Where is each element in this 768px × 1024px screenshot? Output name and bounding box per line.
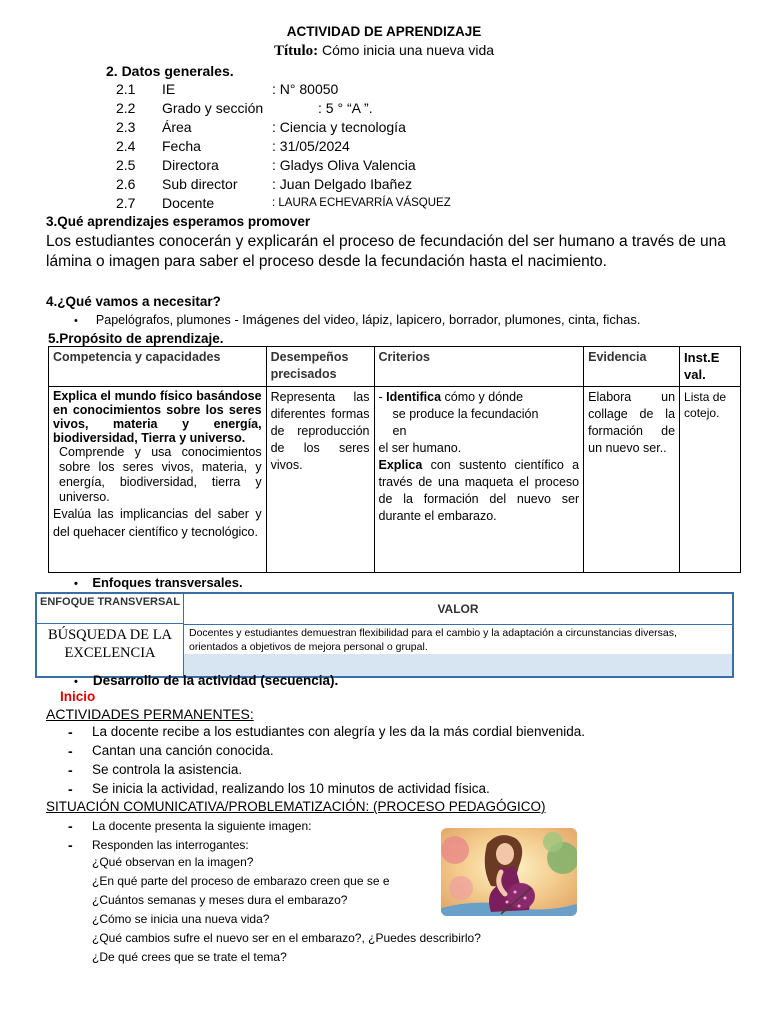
- datos-row-value: : LAURA ECHEVARRÍA VÁSQUEZ: [272, 197, 451, 209]
- pregunta-item: ¿Cuántos semanas y meses dura el embarazo?: [92, 893, 348, 907]
- datos-row-label: Directora: [162, 157, 219, 173]
- materials-bold: Papelógrafos, plumones: [95, 313, 231, 327]
- section3-heading: 3.Qué aprendizajes esperamos promover: [46, 214, 311, 229]
- pregunta-item: ¿En qué parte del proceso de embarazo creen que se e: [92, 874, 390, 888]
- permanentes-heading: ACTIVIDADES PERMANENTES:: [46, 706, 254, 722]
- criterio2-bold: Explica: [378, 458, 423, 472]
- valor-cell: Docentes y estudiantes demuestran flexibilidad para el cambio y la adaptación a circunstancias diversas, orientados a objetivos de mejora personal o grupal.: [189, 627, 677, 653]
- pregnant-woman-illustration: [441, 828, 577, 916]
- header-instrumento: Inst.E val.: [680, 347, 741, 387]
- datos-row-value: : Ciencia y tecnología: [272, 119, 406, 135]
- dash-marker: -: [68, 743, 73, 759]
- datos-row-label: Sub director: [162, 176, 238, 192]
- permanente-item: Se controla la asistencia.: [92, 762, 243, 777]
- header-evidencia: Evidencia: [584, 347, 680, 387]
- datos-row-number: 2.4: [116, 138, 136, 154]
- datos-row-number: 2.7: [116, 195, 136, 211]
- datos-row-value: : 5 ° “A ”.: [318, 100, 373, 116]
- permanente-item: La docente recibe a los estudiantes con alegría y les da la más cordial bienvenida.: [92, 724, 586, 739]
- bullet-icon: •: [74, 315, 78, 327]
- cell-criterios: - Identifica cómo y dónde se produce la fecundación en el ser humano. Explica con sustento científico a través de una maqueta el proceso de la formación del nuevo ser durante el embarazo.: [374, 387, 584, 573]
- permanente-item: Se inicia la actividad, realizando los 10 minutos de actividad física.: [92, 781, 490, 796]
- datos-row-value: : 31/05/2024: [272, 138, 350, 154]
- datos-row-number: 2.1: [116, 81, 136, 97]
- criterio1-line4: el ser humano.: [378, 441, 462, 455]
- competencia-bold: Explica el mundo físico basándose en conocimientos sobre los seres vivos, materia y energía, biodiversidad, Tierra y universo.: [53, 389, 262, 445]
- header-criterios: Criterios: [374, 347, 584, 387]
- desarrollo-bullet: [74, 673, 338, 688]
- document-subtitle: [0, 42, 768, 60]
- datos-heading: 2. Datos generales.: [106, 63, 234, 79]
- dash-marker: -: [68, 781, 73, 797]
- datos-row-number: 2.2: [116, 100, 136, 116]
- materials-item: [74, 312, 640, 327]
- inicio-label: Inicio: [60, 689, 96, 704]
- situacion-heading: SITUACIÓN COMUNICATIVA/PROBLEMATIZACIÓN: (PROCESO PEDAGÓGICO): [46, 799, 546, 814]
- datos-row-value: : Gladys Oliva Valencia: [272, 157, 416, 173]
- header-desempenos: Desempeños precisados: [266, 347, 374, 387]
- enfoque-header: ENFOQUE TRANSVERSAL: [37, 594, 184, 624]
- criterio2-rest: con sustento científico a través de una maqueta el proceso de la formación del nuevo ser durante el embarazo.: [378, 458, 580, 523]
- subtitle-label: Título:: [273, 43, 319, 59]
- enfoques-table: [35, 592, 734, 678]
- proposito-table: [48, 346, 741, 573]
- permanente-item: Cantan una canción conocida.: [92, 743, 274, 758]
- situacion-item: La docente presenta la siguiente imagen:: [92, 819, 312, 833]
- cell-desempeno: Representa las diferentes formas de reproducción de los seres vivos.: [266, 387, 374, 573]
- desarrollo-label: Desarrollo de la actividad (secuencia).: [92, 673, 339, 688]
- cell-evidencia: Elabora un collage de la formación de un nuevo ser..: [584, 387, 680, 573]
- datos-row-value: : Juan Delgado Ibañez: [272, 176, 413, 192]
- bullet-icon: •: [74, 676, 78, 688]
- pregunta-item: ¿Qué cambios sufre el nuevo ser en el embarazo?, ¿Puedes describirlo?: [92, 931, 481, 945]
- enfoque-cell: BÚSQUEDA DE LA EXCELENCIA: [37, 624, 184, 676]
- section3-text: Los estudiantes conocerán y explicarán el proceso de fecundación del ser humano a través de una lámina o imagen para saber el proceso desde la fecundación hasta el nacimiento.: [46, 233, 726, 270]
- datos-row-number: 2.5: [116, 157, 136, 173]
- criterio1-line3: en: [392, 424, 407, 438]
- materials-rest: - Imágenes del video, lápiz, lapicero, borrador, plumones, cinta, fichas.: [230, 312, 641, 327]
- competencia-cap1: Comprende y usa conocimientos sobre los seres vivos, materia, y energía, biodiversidad, tierra y universo.: [59, 445, 262, 504]
- bullet-icon: •: [74, 578, 78, 590]
- datos-row-value: : N° 80050: [272, 81, 339, 97]
- enfoques-bullet: [74, 575, 243, 590]
- pregunta-item: ¿Qué observan en la imagen?: [92, 855, 254, 869]
- pregunta-item: ¿Cómo se inicia una nueva vida?: [92, 912, 270, 926]
- datos-row-label: IE: [162, 81, 176, 97]
- section4-heading: 4.¿Qué vamos a necesitar?: [46, 294, 221, 309]
- datos-row-label: Área: [162, 119, 192, 135]
- competencia-cap2: Evalúa las implicancias del saber y del quehacer científico y tecnológico.: [53, 507, 262, 539]
- dash-marker: -: [68, 724, 73, 740]
- datos-row-number: 2.6: [116, 176, 136, 192]
- section5-heading: 5.Propósito de aprendizaje.: [48, 331, 224, 346]
- datos-row-label: Grado y sección: [162, 100, 264, 116]
- document-title: ACTIVIDAD DE APRENDIZAJE: [286, 24, 482, 39]
- dash-marker: -: [68, 762, 73, 778]
- situacion-item: Responden las interrogantes:: [92, 838, 249, 852]
- dash-marker: -: [68, 818, 73, 834]
- datos-row-number: 2.3: [116, 119, 136, 135]
- header-competencia: Competencia y capacidades: [49, 347, 267, 387]
- datos-row-label: Fecha: [162, 138, 201, 154]
- criterio1-rest: cómo y dónde: [441, 390, 524, 404]
- enfoques-label: Enfoques transversales.: [92, 575, 243, 590]
- criterio1-line2: se produce la fecundación: [392, 407, 539, 421]
- criterio1-bold: Identifica: [386, 390, 442, 404]
- dash-marker: -: [68, 837, 73, 853]
- valor-header: VALOR: [184, 594, 732, 625]
- pregunta-item: ¿De qué crees que se trate el tema?: [92, 950, 287, 964]
- subtitle-value: Cómo inicia una nueva vida: [322, 42, 495, 58]
- cell-competencia: [49, 387, 267, 573]
- datos-row-label: Docente: [162, 195, 215, 211]
- cell-instrumento: Lista de cotejo.: [680, 387, 741, 573]
